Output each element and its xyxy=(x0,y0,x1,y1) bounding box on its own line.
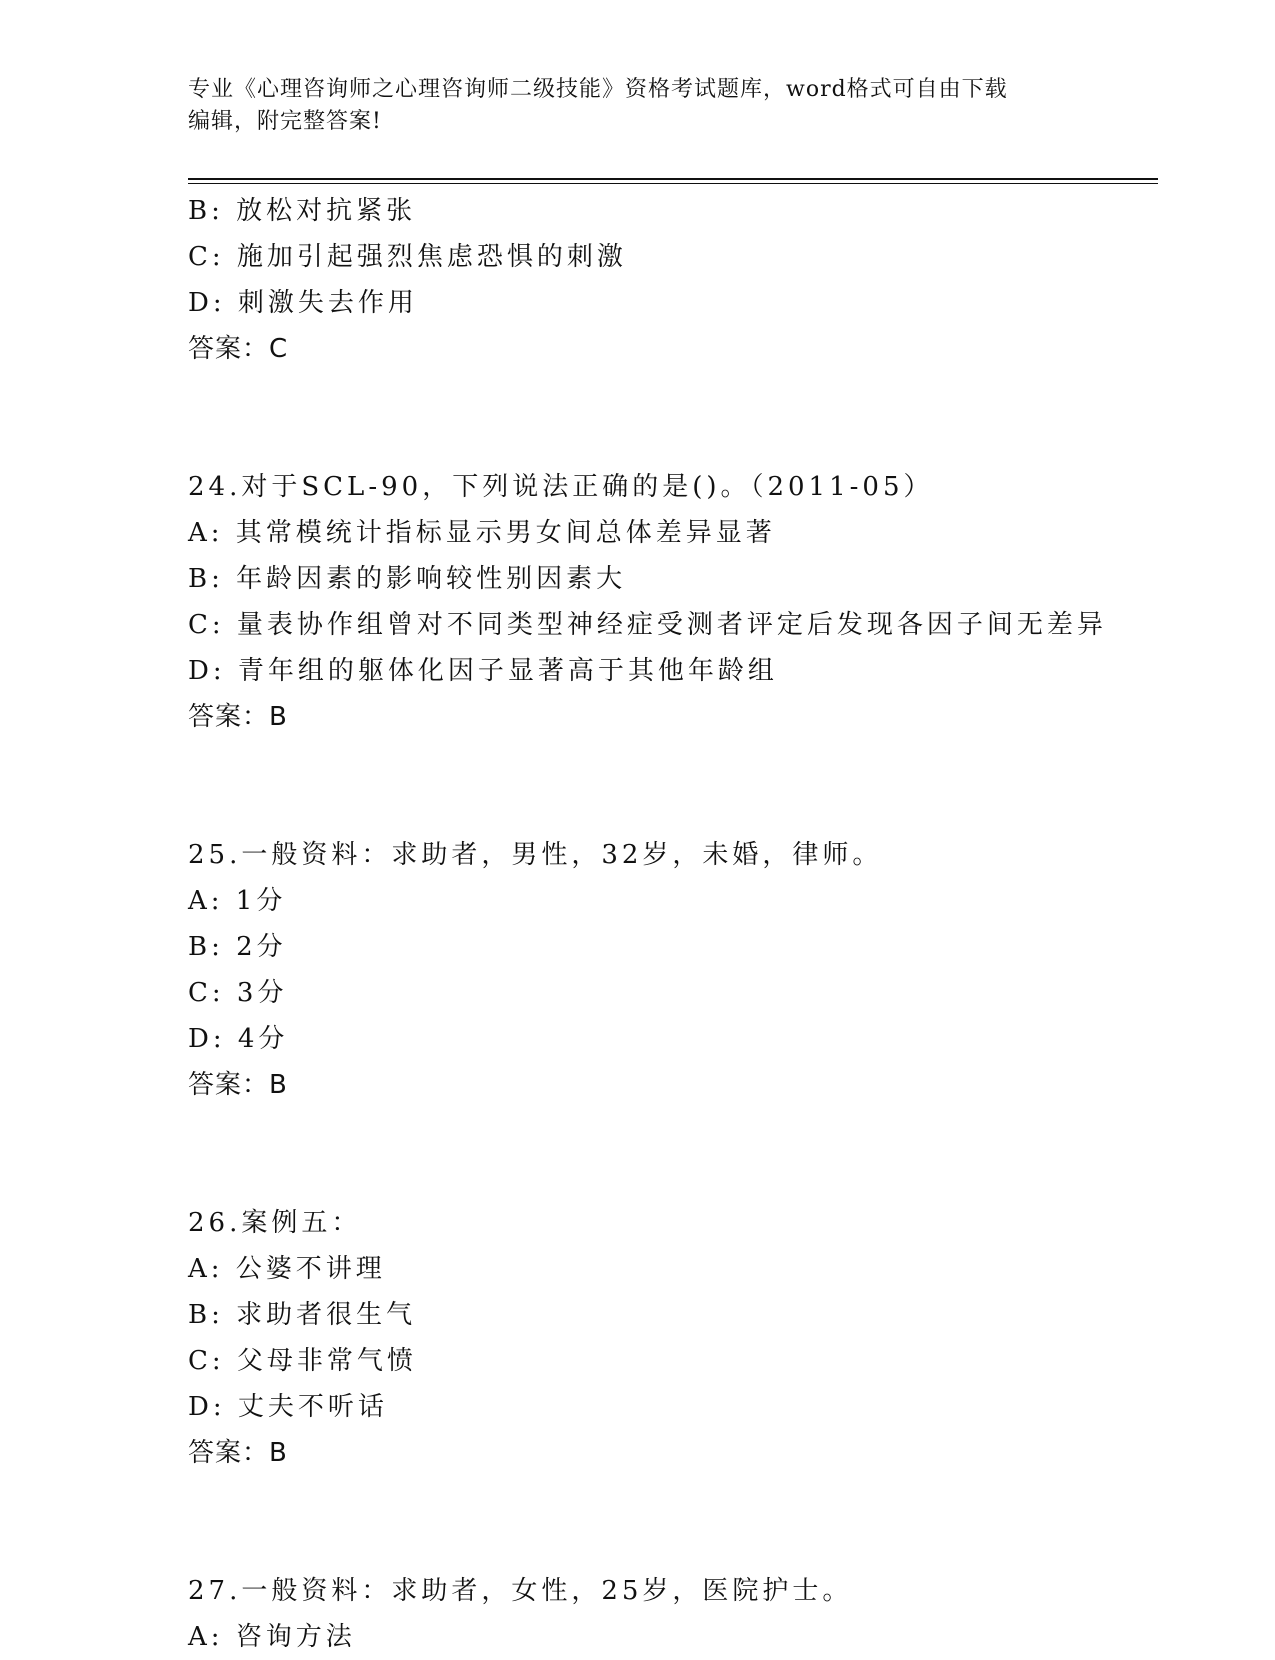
spacer xyxy=(188,1108,1188,1200)
question-block-23 xyxy=(188,188,1188,372)
question-list xyxy=(188,188,1188,1660)
question-block-26 xyxy=(188,1200,1188,1476)
option-c: C: 3分 xyxy=(188,978,288,1008)
spacer xyxy=(188,740,1188,832)
question-text: 26.案例五： xyxy=(188,1208,362,1238)
option-a: A: 咨询方法 xyxy=(188,1622,356,1652)
spacer xyxy=(188,1476,1188,1568)
option-a: A: 其常模统计指标显示男女间总体差异显著 xyxy=(188,518,776,548)
option-a: A: 1分 xyxy=(188,886,287,916)
option-d: D: 刺激失去作用 xyxy=(188,288,418,318)
header-line-2: 编辑，附完整答案! xyxy=(188,109,382,134)
option-b: B: 年龄因素的影响较性别因素大 xyxy=(188,564,627,594)
option-b: B: 求助者很生气 xyxy=(188,1300,417,1330)
answer: 答案：B xyxy=(188,1070,288,1100)
spacer xyxy=(188,372,1188,464)
answer: 答案：B xyxy=(188,1438,288,1468)
option-c: C: 施加引起强烈焦虑恐惧的刺激 xyxy=(188,242,627,272)
answer: 答案：B xyxy=(188,702,288,732)
question-block-25 xyxy=(188,832,1188,1108)
option-d: D: 丈夫不听话 xyxy=(188,1392,388,1422)
option-b: B: 放松对抗紧张 xyxy=(188,196,417,226)
option-c: C: 量表协作组曾对不同类型神经症受测者评定后发现各因子间无差异 xyxy=(188,610,1107,640)
header-divider-thick xyxy=(188,178,1158,180)
question-block-24 xyxy=(188,464,1188,740)
option-b: B: 2分 xyxy=(188,932,287,962)
answer: 答案：C xyxy=(188,334,289,364)
option-d: D: 4分 xyxy=(188,1024,289,1054)
question-text: 25.一般资料：求助者，男性，32岁，未婚，律师。 xyxy=(188,840,883,870)
option-d: D: 青年组的躯体化因子显著高于其他年龄组 xyxy=(188,656,778,686)
header-divider-thin xyxy=(188,183,1158,184)
question-text: 24.对于SCL-90，下列说法正确的是()。（2011-05） xyxy=(188,472,934,502)
header-line-1: 专业《心理咨询师之心理咨询师二级技能》资格考试题库，word格式可自由下载 xyxy=(188,77,1008,102)
option-a: A: 公婆不讲理 xyxy=(188,1254,386,1284)
question-text: 27.一般资料：求助者，女性，25岁，医院护士。 xyxy=(188,1576,853,1606)
question-block-27 xyxy=(188,1568,1188,1660)
option-c: C: 父母非常气愤 xyxy=(188,1346,417,1376)
document-header xyxy=(188,74,1088,138)
